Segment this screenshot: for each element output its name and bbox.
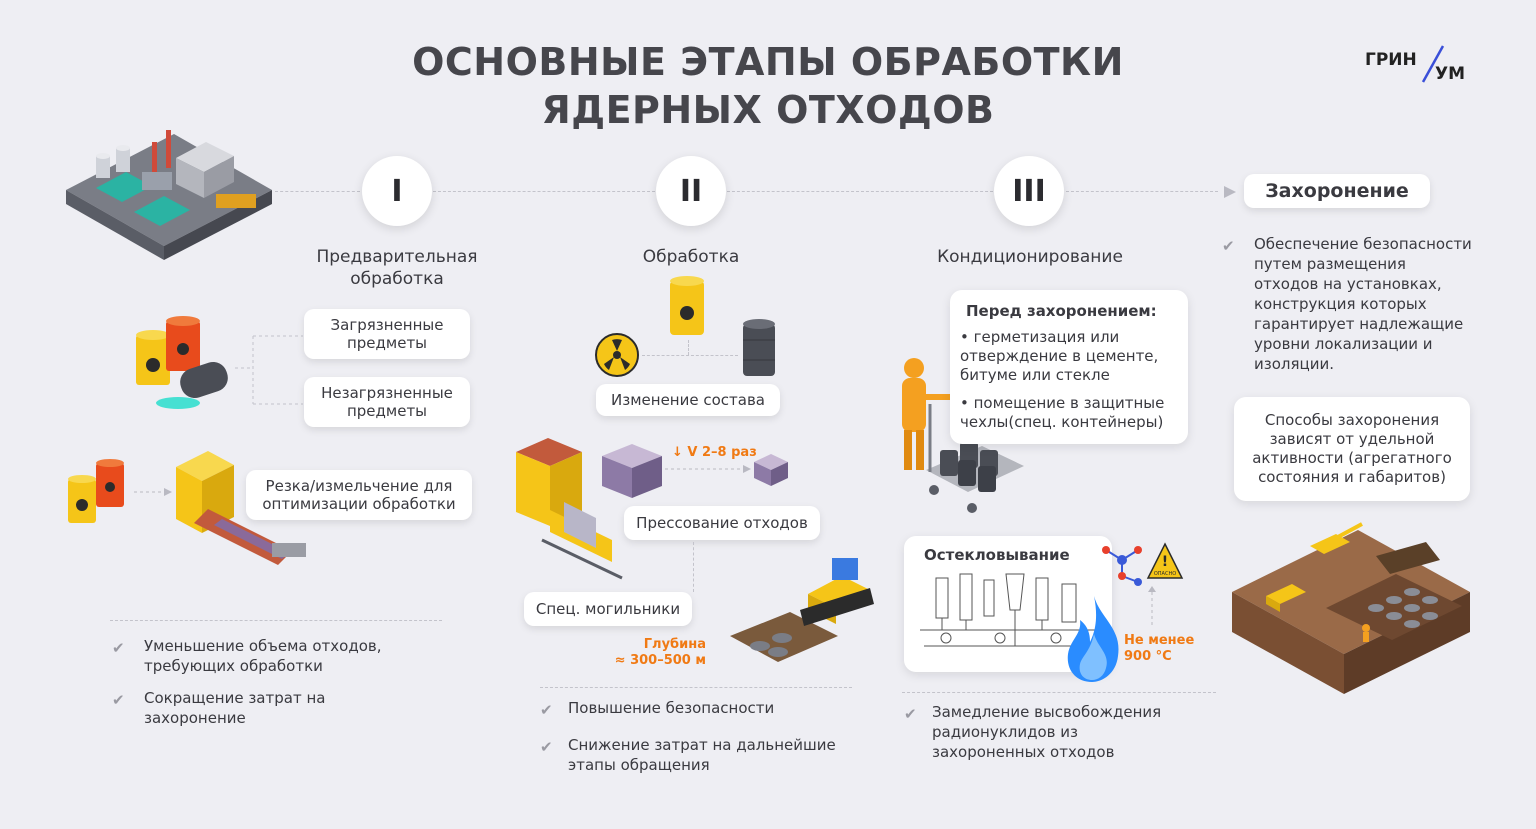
yellow-barrel-icon — [667, 275, 707, 339]
check-icon: ✔ — [540, 701, 553, 719]
before-disposal-item: • помещение в защитные чехлы(спец. контейнеры) — [960, 394, 1165, 431]
stage-3-badge — [994, 156, 1064, 226]
vitrification-title: Остекловывание — [924, 546, 1070, 564]
check-icon: ✔ — [1222, 237, 1235, 255]
depth-value: ≈ 300–500 м — [614, 653, 706, 668]
logo-text-1: ГРИН — [1365, 50, 1417, 70]
benefit-text: Уменьшение объема отходов, требующих обработки — [144, 637, 382, 675]
check-icon: ✔ — [112, 639, 125, 657]
contaminated-items-label: Загрязненные предметы — [304, 309, 470, 359]
arrow-right-icon — [663, 462, 753, 476]
stage-1-numeral: I — [391, 173, 403, 209]
benefit-item — [112, 636, 432, 676]
stage-3-label: Кондиционирование — [937, 247, 1123, 267]
arrow-right-icon — [1222, 184, 1238, 200]
title-line-1: ОСНОВНЫЕ ЭТАПЫ ОБРАБОТКИ — [412, 40, 1124, 84]
check-icon: ✔ — [112, 691, 125, 709]
timeline-line — [275, 191, 360, 192]
connector-lines — [233, 330, 305, 410]
timeline-line — [1066, 191, 1218, 192]
benefit-item — [904, 702, 1194, 762]
warning-icon — [1146, 542, 1184, 582]
timeline-line — [433, 191, 655, 192]
nuclear-plant-illustration — [56, 128, 278, 268]
temperature-value: 900 °C — [1124, 649, 1172, 664]
disposal-methods-card — [1234, 397, 1470, 501]
stage-1-badge — [362, 156, 432, 226]
divider — [902, 692, 1216, 693]
check-icon: ✔ — [904, 705, 917, 723]
cutting-label: Резка/измельчение для оптимизации обработки — [246, 470, 472, 520]
stage-2-badge — [656, 156, 726, 226]
barrels-small-illustration — [64, 457, 132, 532]
stage-2-numeral: II — [679, 173, 703, 209]
benefit-text: Снижение затрат на дальнейшие этапы обращения — [568, 736, 836, 774]
repository-label: Спец. могильники — [524, 592, 692, 626]
divider — [540, 687, 852, 688]
stage-3-numeral: III — [1012, 173, 1046, 209]
volume-reduction-label: ↓ V 2–8 раз — [672, 445, 757, 460]
pressing-label: Прессование отходов — [624, 506, 820, 540]
before-disposal-title: Перед захоронением: — [966, 302, 1157, 320]
final-stage-label: Захоронение — [1244, 174, 1430, 208]
before-disposal-item: • герметизация или отверждение в цементе, битуме или стекле — [960, 328, 1159, 384]
radiation-icon — [594, 332, 640, 378]
stage-2-label: Обработка — [642, 247, 740, 267]
page-title — [0, 38, 1536, 134]
logo — [1365, 44, 1475, 84]
connector-line — [693, 542, 694, 592]
before-disposal-card — [950, 290, 1188, 444]
depth-label: Глубина — [643, 637, 706, 652]
danger-label: ОПАСНО — [1153, 571, 1177, 577]
logo-text-2: УМ — [1435, 64, 1466, 84]
disposal-methods-text: Способы захоронения зависят от удельной активности (агрегатного состояния и габаритов) — [1252, 411, 1452, 486]
benefit-text: Повышение безопасности — [568, 699, 775, 717]
arrow-right-icon — [132, 486, 174, 498]
bulldozer-illustration — [720, 552, 880, 672]
benefit-item — [540, 698, 840, 722]
temperature-label: Не менее — [1124, 633, 1195, 648]
title-line-2: ЯДЕРНЫХ ОТХОДОВ — [541, 88, 995, 132]
connector-line — [642, 355, 738, 356]
arrow-up-icon — [1146, 584, 1158, 628]
check-icon: ✔ — [540, 738, 553, 756]
compressed-block-icon — [598, 440, 666, 500]
small-block-icon — [752, 452, 790, 488]
benefit-item — [112, 688, 432, 728]
benefit-text: Сокращение затрат на захоронение — [144, 689, 326, 727]
flame-icon — [1062, 594, 1126, 684]
benefit-text: Замедление высвобождения радионуклидов из захороненных отходов — [932, 703, 1162, 761]
gray-barrel-icon — [740, 318, 778, 380]
benefit-item — [540, 735, 840, 775]
svg-text:!: ! — [1161, 554, 1169, 570]
disposal-site-illustration — [1226, 516, 1476, 700]
waste-barrels-illustration — [130, 315, 240, 415]
uncontaminated-items-label: Незагрязненные предметы — [304, 377, 470, 427]
molecule-icon — [1098, 540, 1148, 588]
composition-change-label: Изменение состава — [596, 384, 780, 416]
disposal-description-text: Обеспечение безопасности путем размещения отходов на установках, конструкция которых гарантирует надлежащие уровни локализации и изоляции. — [1254, 235, 1472, 373]
timeline-line — [727, 191, 993, 192]
connector-line — [688, 340, 689, 355]
stage-1-label: Предварительная обработка — [316, 247, 478, 289]
disposal-description — [1222, 234, 1472, 374]
divider — [110, 620, 442, 621]
